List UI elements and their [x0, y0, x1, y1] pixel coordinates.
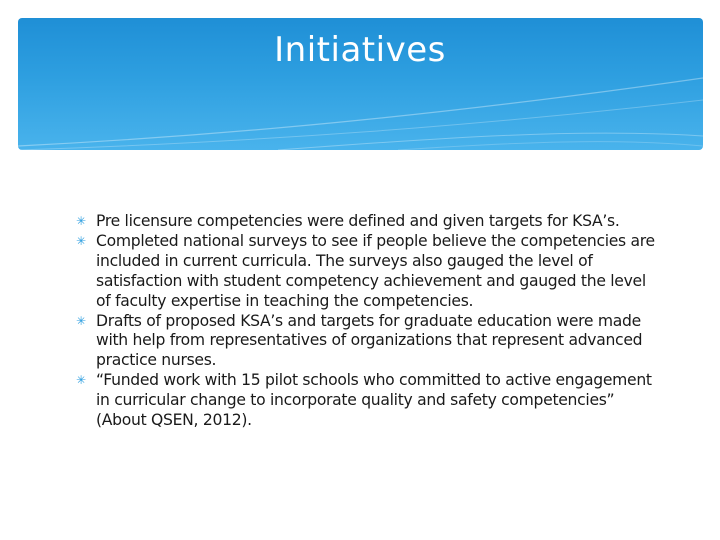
list-item — [76, 371, 656, 431]
list-item — [76, 212, 656, 232]
bullet-text: Pre licensure competencies were defined and given targets for KSA’s. — [96, 212, 620, 230]
slide-title: Initiatives — [274, 30, 446, 70]
asterisk-icon: ✳ — [76, 313, 86, 328]
list-item — [76, 232, 656, 312]
bullet-list — [76, 212, 656, 431]
asterisk-icon: ✳ — [76, 373, 86, 388]
bullet-text: Drafts of proposed KSA’s and targets for graduate education were made with help from representatives of organizations that represent advanced practice nurses. — [96, 311, 643, 370]
bullet-text: Completed national surveys to see if people believe the competencies are included in current curricula. The surveys also gauged the level of satisfaction with student competency achievement and gauged the level of faculty expertise in teaching the competencies. — [96, 231, 655, 310]
list-item — [76, 312, 656, 372]
asterisk-icon: ✳ — [76, 214, 86, 228]
asterisk-icon: ✳ — [76, 233, 86, 248]
bullet-text: “Funded work with 15 pilot schools who committed to active engagement in curricular change to incorporate quality and safety competencies” (About QSEN, 2012). — [96, 371, 652, 430]
